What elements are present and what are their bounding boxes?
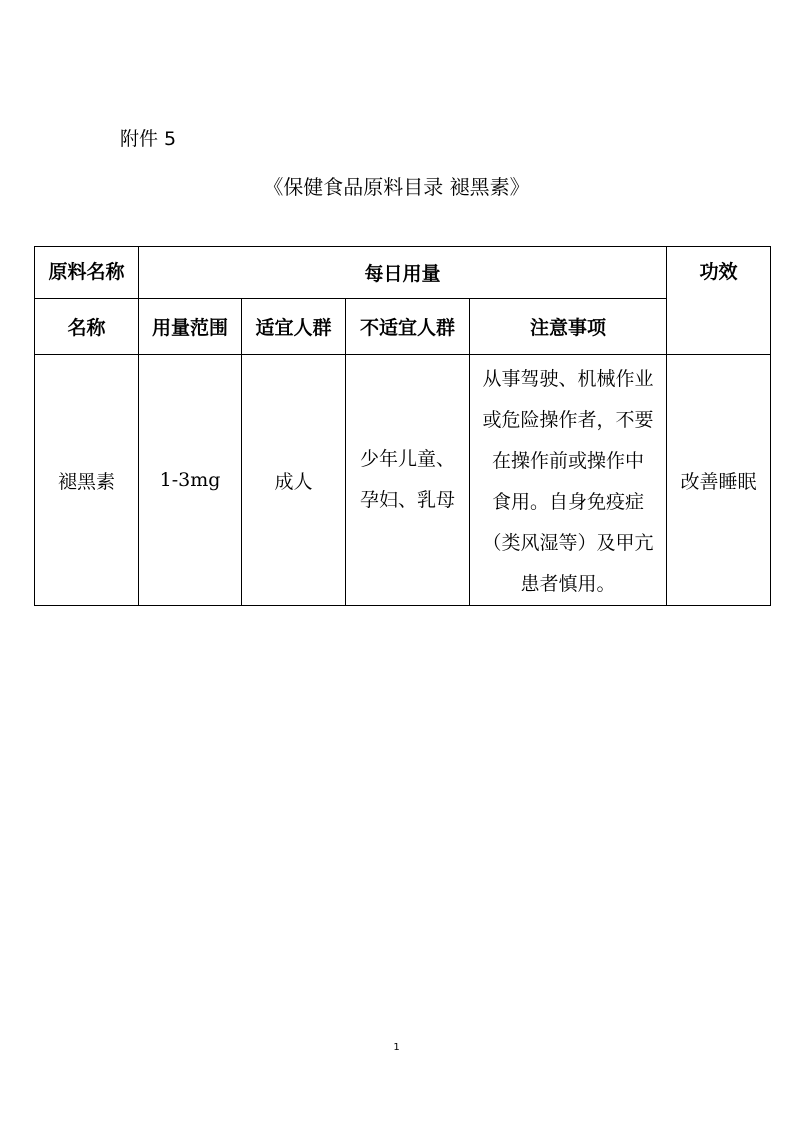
cell-name: 褪黑素 (35, 355, 139, 606)
subheader-dosage-range: 用量范围 (139, 299, 242, 355)
attachment-label: 附件 5 (120, 128, 177, 150)
precaution-line: 从事驾驶、机械作业 (482, 368, 654, 390)
precaution-line: 在操作前或操作中 (492, 450, 645, 472)
precaution-line: 食用。自身免疫症 (492, 491, 645, 513)
page-number: 1 (393, 1042, 400, 1053)
unsuitable-line: 少年儿童、 (359, 448, 455, 470)
precaution-line: 或危险操作者，不要 (482, 409, 654, 431)
header-raw-material-name: 原料名称 (35, 247, 139, 299)
table-row (35, 355, 771, 606)
cell-precautions (470, 355, 667, 606)
cell-unsuitable-population (346, 355, 470, 606)
subheader-name: 名称 (35, 299, 139, 355)
unsuitable-line: 孕妇、乳母 (359, 489, 455, 511)
ingredient-table (34, 246, 771, 606)
cell-suitable-population: 成人 (242, 355, 346, 606)
document-title: 《保健食品原料目录 褪黑素》 (263, 175, 530, 199)
precaution-line: （类风湿等）及甲亢 (482, 532, 654, 554)
subheader-suitable-population: 适宜人群 (242, 299, 346, 355)
precaution-line: 患者慎用。 (520, 573, 616, 595)
subheader-precautions: 注意事项 (470, 299, 667, 355)
header-efficacy: 功效 (667, 247, 771, 355)
cell-efficacy: 改善睡眠 (667, 355, 771, 606)
cell-dosage-range: 1-3mg (139, 355, 242, 606)
header-daily-dosage: 每日用量 (139, 247, 667, 299)
subheader-unsuitable-population: 不适宜人群 (346, 299, 470, 355)
